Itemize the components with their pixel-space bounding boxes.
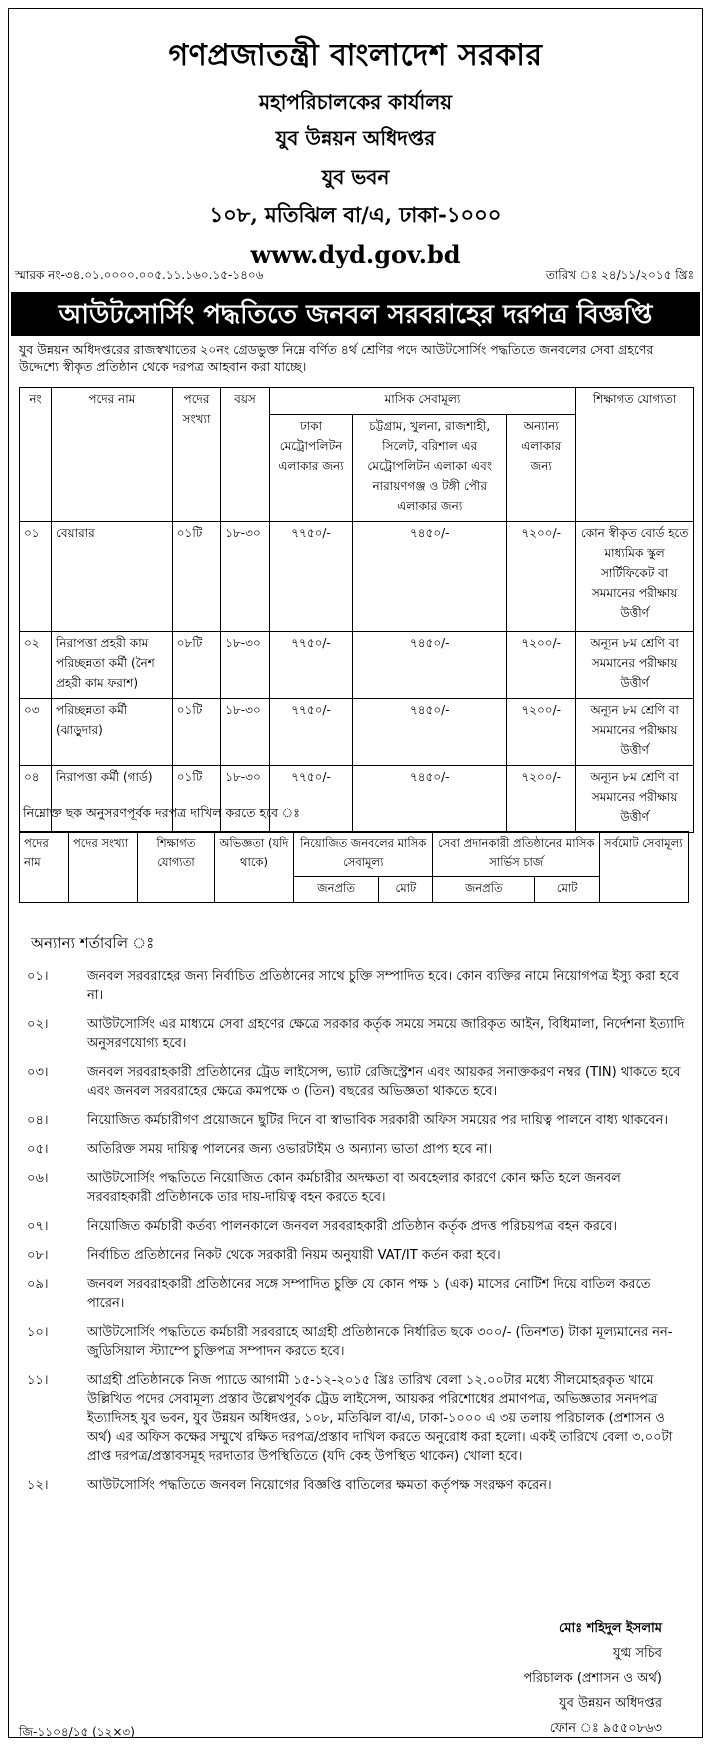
- row-no: ০৪: [20, 766, 52, 833]
- row-metro: ৭৪৫০/-: [353, 632, 507, 699]
- condition-number: ০৫।: [27, 1142, 49, 1157]
- row-post: বেয়ারার: [51, 522, 172, 632]
- col-charge: সেবা প্রদানকারী প্রতিষ্ঠানের মাসিক সার্ভিস চার্জ: [433, 832, 600, 877]
- row-dhaka: ৭৭৫০/-: [269, 699, 353, 766]
- row-edu: অন্যূন ৮ম শ্রেণি বা সমমানের পরীক্ষায় উত্তীর্ণ: [576, 632, 694, 699]
- col-charge-per-person: জনপ্রতি: [433, 877, 535, 903]
- row-no: ০১: [20, 522, 52, 632]
- signatory-phone: ফোন ঃ ৯৫৫০৮৬৩: [549, 1721, 662, 1736]
- col-metro: চট্টগ্রাম, খুলনা, রাজশাহী, সিলেট, বরিশাল এর মেট্রোপলিটন এলাকা এবং নারায়ণগঞ্জ ও টঙ্গী পৌর এলাকার জন্য: [353, 415, 507, 522]
- col-no: নং: [20, 388, 52, 522]
- condition-number: ০৪।: [27, 1113, 49, 1128]
- website: www.dyd.gov.bd: [250, 240, 461, 269]
- conditions-heading: অন্যান্য শর্তাবলি ঃ: [31, 934, 155, 952]
- row-metro: ৭৪৫০/-: [353, 699, 507, 766]
- row-edu: কোন স্বীকৃত বোর্ড হতে মাধ্যমিক স্কুল সার্টিফিকেট বা সমমানের পরীক্ষায় উত্তীর্ণ: [576, 522, 694, 632]
- notice-page: [8, 8, 703, 1738]
- col-age: বয়স: [221, 388, 270, 522]
- condition-number: ০৮।: [27, 1248, 49, 1263]
- condition-number: ০৬।: [27, 1171, 49, 1186]
- list-item: [21, 1371, 697, 1466]
- reference-line: [15, 267, 694, 287]
- col-edu: শিক্ষাগত যোগ্যতা: [138, 832, 215, 903]
- table-row: [20, 522, 694, 632]
- list-item: [21, 967, 697, 1005]
- condition-text: আউটসোর্সিং পদ্ধতিতে কর্মচারী সরবরাহে আগ্রহী প্রতিষ্ঠানকে নির্ধারিত ছকে ৩০০/- (তিনশত) টাকা মূল্যমানের নন-জুডিসিয়াল স্ট্যাম্পে চুক্তিপত্র সম্পাদন করতে হবে।: [87, 1325, 673, 1359]
- list-item: [21, 1476, 697, 1495]
- col-post: পদের নাম: [51, 388, 172, 522]
- row-count: ০১টি: [172, 522, 221, 632]
- col-salary: নিয়োজিত জনবলের মাসিক সেবামূল্য: [294, 832, 433, 877]
- signatory-office: যুব উন্নয়ন অধিদপ্তর: [559, 1696, 662, 1711]
- condition-number: ১০।: [27, 1325, 49, 1340]
- condition-number: ০৯।: [27, 1277, 49, 1292]
- posts-table: [19, 387, 694, 833]
- col-charge-sum: মোট: [535, 877, 600, 903]
- list-item: [21, 1063, 697, 1101]
- list-item: [21, 1275, 697, 1313]
- col-dhaka: ঢাকা মেট্রোপলিটন এলাকার জন্য: [269, 415, 353, 522]
- row-dhaka: ৭৭৫০/-: [269, 522, 353, 632]
- row-post: নিরাপত্তা কর্মী (গার্ড): [51, 766, 172, 833]
- condition-text: আউটসোর্সিং পদ্ধতিতে জনবল নিয়োগের বিজ্ঞপ্তি বাতিলের ক্ষমতা কর্তৃপক্ষ সংরক্ষণ করেন।: [87, 1478, 552, 1493]
- condition-text: জনবল সরবরাহকারী প্রতিষ্ঠানের সঙ্গে সম্পাদিত চুক্তি যে কোন পক্ষ ১ (এক) মাসের নোটিশ দিয়ে বাতিল করতে পারেন।: [87, 1277, 651, 1311]
- signatory-name: মোঃ শহিদুল ইসলাম: [558, 1621, 662, 1636]
- condition-text: নিয়োজিত কর্মচারীগণ প্রয়োজনে ছুটির দিনে বা স্বাভাবিক সরকারী অফিস সময়ের পর দায়িত্ব পালনে বাধ্য থাকবেন।: [87, 1113, 669, 1128]
- col-post-count: পদের সংখ্যা: [69, 832, 138, 903]
- col-exp: অভিজ্ঞতা (যদি থাকে): [215, 832, 294, 903]
- condition-text: আগ্রহী প্রতিষ্ঠানকে নিজ প্যাডে আগামী ১৫-১২-২০১৫ খ্রিঃ তারিখ বেলা ১২.০০টার মধ্যে সীলমোহরকৃত খামে উল্লিখিত পদের সেবামূল্য প্রস্তাব উল্লেখপূর্বক ট্রেড লাইসেন্স, আয়কর পরিশোধের প্রমাণপত্র, অভিজ্ঞতার সনদপত্র ইত্যাদিসহ যুব ভবন, যুব উন্নয়ন অধিদপ্তর, ১০৮, মতিঝিল বা/এ, ঢাকা-১০০০ এ ৩য় তলায় পরিচালক (প্রশাসন ও অর্থ) এর অফিস কক্ষের সম্মুখে রক্ষিত দরপত্র/প্রস্তাব দাখিল করতে অনুরোধ করা হলো। একই তারিখে বেলা ৩.০০টা প্রাপ্ত দরপত্র/প্রস্তাবসমূহ দরদাতার উপস্থিতিতে (যদি কেহ উপস্থিত থাকেন) খোলা হবে।: [87, 1373, 673, 1464]
- condition-number: ১২।: [27, 1478, 49, 1493]
- col-total: সর্বমোট সেবামূল্য: [600, 832, 689, 903]
- row-age: ১৮-৩০: [221, 632, 270, 699]
- row-dhaka: ৭৭৫০/-: [269, 632, 353, 699]
- memo-number: স্মারক নং-৩৪.০১.০০০০.০০৫.১১.১৬০.১৫-১৪০৬: [15, 268, 264, 282]
- row-edu: অন্যূন ৮ম শ্রেণি বা সমমানের পরীক্ষায় উত্তীর্ণ: [576, 766, 694, 833]
- row-metro: ৭৪৫০/-: [353, 766, 507, 833]
- col-edu: শিক্ষাগত যোগ্যতা: [576, 388, 694, 522]
- list-item: [21, 1015, 697, 1053]
- print-code: জি-১১০৪/১৫ (১২×৩): [19, 1725, 135, 1739]
- row-age: ১৮-৩০: [221, 699, 270, 766]
- row-no: ০২: [20, 632, 52, 699]
- row-count: ০১টি: [172, 766, 221, 833]
- row-post: নিরাপত্তা প্রহরী কাম পরিচ্ছন্নতা কর্মী (নৈশ প্রহরী কাম ফরাশ): [51, 632, 172, 699]
- row-age: ১৮-৩০: [221, 766, 270, 833]
- condition-number: ০৭।: [27, 1219, 49, 1234]
- condition-number: ১১।: [27, 1373, 49, 1388]
- department-title: যুব উন্নয়ন অধিদপ্তর: [275, 126, 436, 150]
- condition-text: নির্বাচিত প্রতিষ্ঠানের নিকট থেকে সরকারী নিয়ম অনুযায়ী VAT/IT কর্তন করা হবে।: [87, 1248, 501, 1263]
- list-item: [21, 1246, 697, 1265]
- notice-date: তারিখ ঃ ২৪/১১/২০১৫ খ্রিঃ: [545, 268, 694, 282]
- letterhead: [9, 31, 702, 269]
- condition-text: অতিরিক্ত সময় দায়িত্ব পালনের জন্য ওভারটাইম ও অন্যান্য ভাতা প্রাপ্য হবে না।: [87, 1142, 493, 1157]
- address: ১০৮, মতিঝিল বা/এ, ঢাকা-১০০০: [209, 202, 502, 227]
- building-name: যুব ভবন: [321, 165, 390, 189]
- condition-text: আউটসোর্সিং পদ্ধতিতে নিয়োজিত কোন কর্মচারীর অদক্ষতা বা অবহেলার কারণে কোন ক্ষতি হলে জনবল সরবরাহকারী প্রতিষ্ঠানকে তার দায়-দায়িত্ব বহন করতে হবে।: [87, 1171, 621, 1205]
- row-post: পরিচ্ছন্নতা কর্মী (ঝাড়ুদার): [51, 699, 172, 766]
- row-edu: অন্যূন ৮ম শ্রেণি বা সমমানের পরীক্ষায় উত্তীর্ণ: [576, 699, 694, 766]
- condition-number: ০৩।: [27, 1065, 49, 1080]
- intro-paragraph: যুব উন্নয়ন অধিদপ্তরের রাজস্বখাতের ২০নং গ্রেডভুক্ত নিম্নে বর্ণিত ৪র্থ শ্রেণির পদে আউটসোর্সিং পদ্ধতিতে জনবলের সেবা গ্রহণের উদ্দেশ্যে স্বীকৃত প্রতিষ্ঠান থেকে দরপত্র আহবান করা যাচ্ছে।: [19, 342, 654, 374]
- notice-banner: আউটসোর্সিং পদ্ধতিতে জনবল সরবরাহের দরপত্র বিজ্ঞপ্তি: [11, 292, 700, 336]
- signatory-role: পরিচালক (প্রশাসন ও অর্থ): [523, 1671, 662, 1686]
- govt-title: গণপ্রজাতন্ত্রী বাংলাদেশ সরকার: [168, 38, 543, 73]
- condition-text: জনবল সরবরাহকারী প্রতিষ্ঠানের ট্রেড লাইসেন্স, ভ্যাট রেজিস্ট্রেশন এবং আয়কর সনাক্তকরণ নম্বর (TIN) থাকতে হবে এবং জনবল সরবরাহের ক্ষেত্রে কমপক্ষে ৩ (তিন) বছরের অভিজ্ঞতা থাকতে হবে।: [87, 1065, 681, 1099]
- row-other: ৭২০০/-: [507, 766, 576, 833]
- conditions-list: [21, 967, 697, 1505]
- col-post-name: পদের নাম: [20, 832, 69, 903]
- format-note: নিম্নোক্ত ছক অনুসরণপূর্বক দরপত্র দাখিল করতে হবে ঃ: [23, 805, 300, 820]
- list-item: [21, 1323, 697, 1361]
- row-count: ০১টি: [172, 699, 221, 766]
- col-salary-per-person: জনপ্রতি: [294, 877, 379, 903]
- col-count: পদের সংখ্যা: [172, 388, 221, 522]
- row-metro: ৭৪৫০/-: [353, 522, 507, 632]
- row-other: ৭২০০/-: [507, 632, 576, 699]
- table-row: [20, 632, 694, 699]
- row-other: ৭২০০/-: [507, 699, 576, 766]
- row-other: ৭২০০/-: [507, 522, 576, 632]
- condition-text: আউটসোর্সিং এর মাধ্যমে সেবা গ্রহণের ক্ষেত্রে সরকার কর্তৃক সময়ে সময়ে জারিকৃত আইন, বিধিমালা, নির্দেশনা ইত্যাদি অনুসরণযোগ্য হবে।: [87, 1017, 685, 1051]
- row-age: ১৮-৩০: [221, 522, 270, 632]
- list-item: [21, 1140, 697, 1159]
- col-salary-sum: মোট: [379, 877, 433, 903]
- list-item: [21, 1169, 697, 1207]
- list-item: [21, 1111, 697, 1130]
- bid-format-table: [19, 831, 689, 903]
- table-row: [20, 699, 694, 766]
- row-dhaka: ৭৭৫০/-: [269, 766, 353, 833]
- office-title: মহাপরিচালকের কার্যালয়: [259, 90, 452, 114]
- list-item: [21, 1217, 697, 1236]
- condition-text: নিয়োজিত কর্মচারী কর্তব্য পালনকালে জনবল সরবরাহকারী প্রতিষ্ঠান কর্তৃক প্রদত্ত পরিচয়পত্র বহন করবে।: [87, 1219, 617, 1234]
- signature-block: [523, 1616, 662, 1741]
- row-count: ০৮টি: [172, 632, 221, 699]
- signatory-title: যুগ্ম সচিব: [613, 1646, 662, 1661]
- condition-number: ০২।: [27, 1017, 49, 1032]
- col-other: অন্যান্য এলাকার জন্য: [507, 415, 576, 522]
- col-salary: মাসিক সেবামূল্য: [269, 388, 576, 415]
- condition-number: ০১।: [27, 969, 49, 984]
- row-no: ০৩: [20, 699, 52, 766]
- condition-text: জনবল সরবরাহের জন্য নির্বাচিত প্রতিষ্ঠানের সাথে চুক্তি সম্পাদিত হবে। কোন ব্যক্তির নামে নিয়োগপত্র ইস্যু করা হবে না।: [87, 969, 679, 1003]
